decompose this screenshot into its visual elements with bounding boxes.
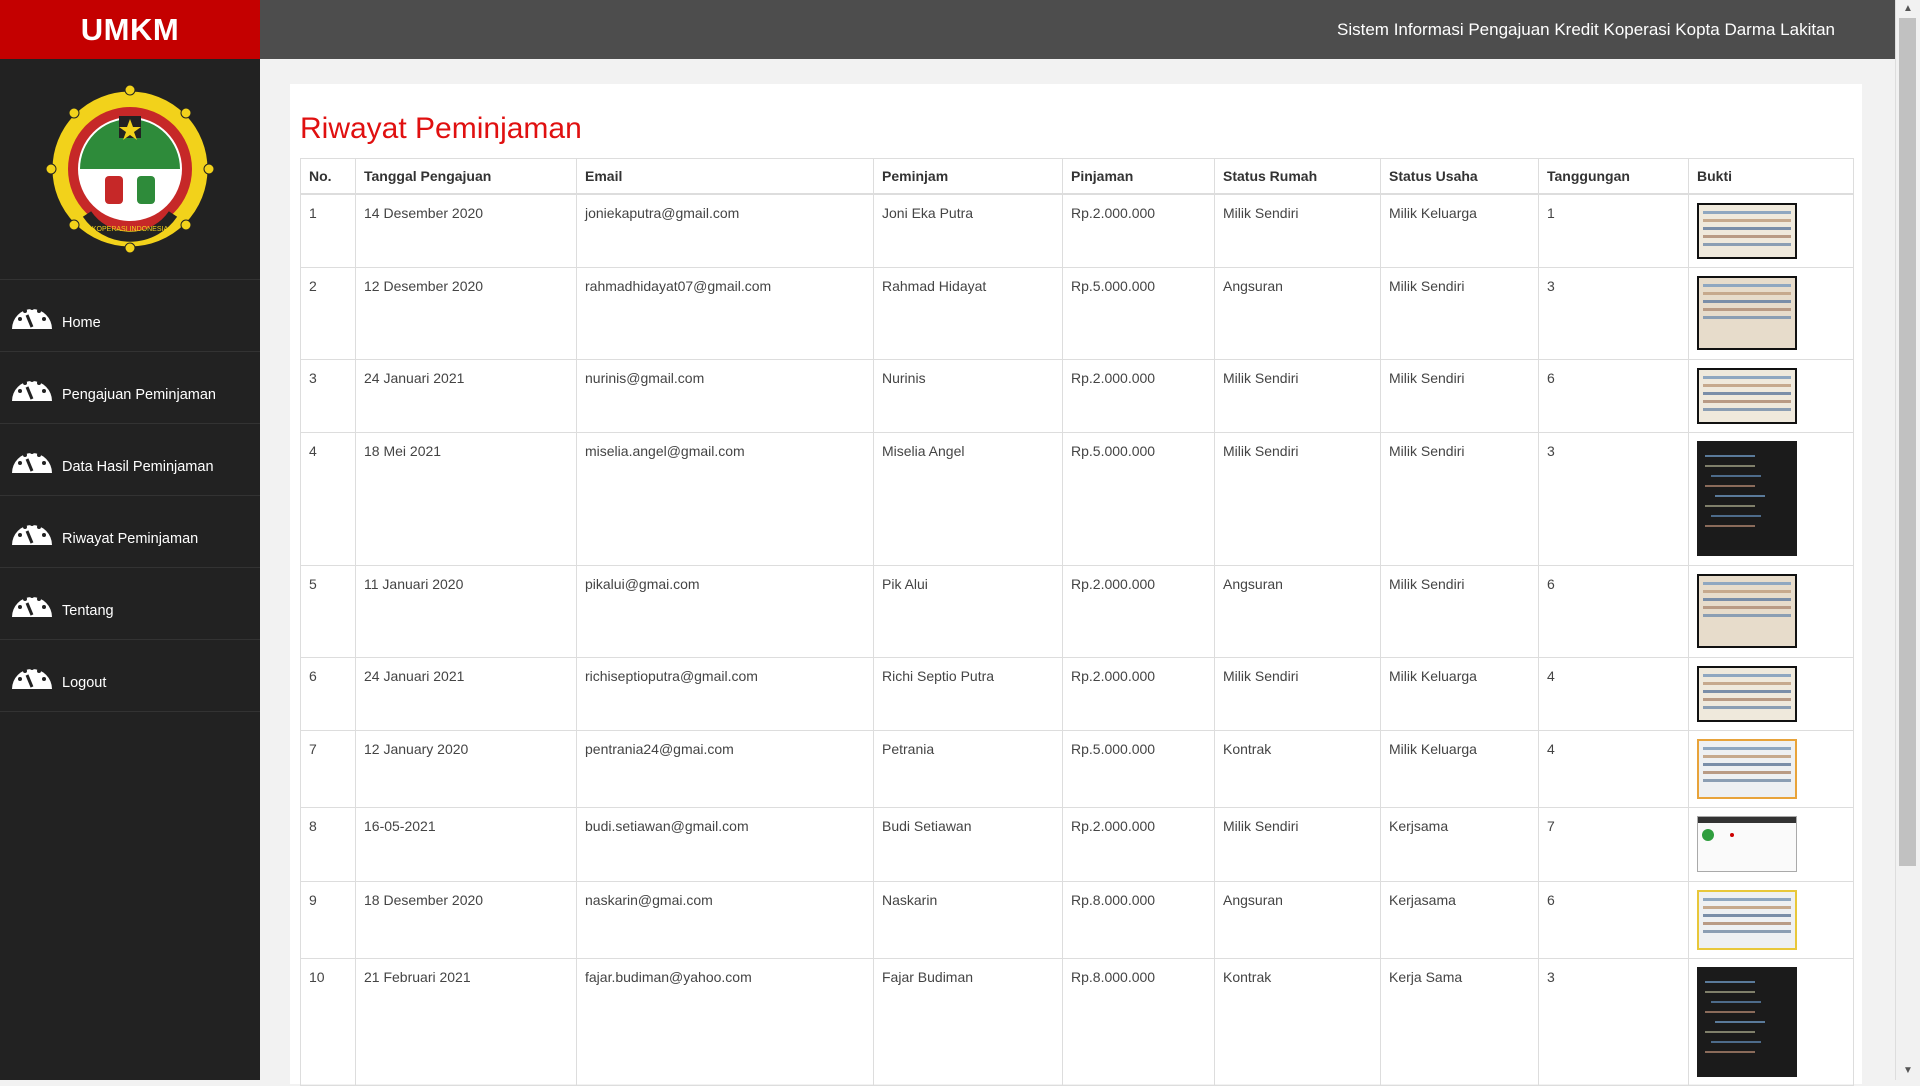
cell-no: 2 (301, 268, 356, 360)
cell-tanggungan: 7 (1539, 808, 1689, 882)
table-row (301, 433, 1854, 566)
bukti-image[interactable] (1697, 739, 1797, 799)
cell-status-rumah: Milik Sendiri (1215, 808, 1381, 882)
cell-no: 1 (301, 194, 356, 268)
bukti-image[interactable] (1697, 276, 1797, 350)
cell-status-usaha: Milik Keluarga (1381, 731, 1539, 808)
col-email: Email (577, 159, 874, 195)
logo-text: KOPERASI INDONESIA (91, 226, 169, 233)
cell-pinjaman: Rp.8.000.000 (1063, 882, 1215, 959)
table-row (301, 658, 1854, 731)
cell-status-rumah: Kontrak (1215, 731, 1381, 808)
nav-label: Tentang (62, 602, 114, 619)
gauge-icon (10, 443, 54, 477)
nav-pengajuan-peminjaman[interactable] (0, 352, 260, 424)
cell-peminjam: Fajar Budiman (874, 959, 1063, 1086)
table-row (301, 566, 1854, 658)
cell-no: 6 (301, 658, 356, 731)
nav-label: Pengajuan Peminjaman (62, 386, 216, 403)
cell-peminjam: Pik Alui (874, 566, 1063, 658)
cell-tanggal: 21 Februari 2021 (356, 959, 577, 1086)
cell-status-rumah: Milik Sendiri (1215, 194, 1381, 268)
cell-no: 5 (301, 566, 356, 658)
cell-tanggungan: 6 (1539, 566, 1689, 658)
table-row (301, 731, 1854, 808)
cell-tanggungan: 4 (1539, 658, 1689, 731)
nav-tentang[interactable] (0, 568, 260, 640)
cell-pinjaman: Rp.2.000.000 (1063, 566, 1215, 658)
cell-tanggal: 14 Desember 2020 (356, 194, 577, 268)
cell-no: 3 (301, 360, 356, 433)
cell-tanggungan: 3 (1539, 959, 1689, 1086)
col-peminjam: Peminjam (874, 159, 1063, 195)
table-header-row (301, 159, 1854, 195)
nav-logout[interactable] (0, 640, 260, 712)
nav-home[interactable] (0, 280, 260, 352)
cell-tanggal: 12 January 2020 (356, 731, 577, 808)
col-no: No. (301, 159, 356, 195)
cell-pinjaman: Rp.2.000.000 (1063, 808, 1215, 882)
bukti-image[interactable] (1697, 203, 1797, 259)
bukti-image[interactable] (1697, 574, 1797, 648)
cell-status-rumah: Angsuran (1215, 882, 1381, 959)
cell-email: joniekaputra@gmail.com (577, 194, 874, 268)
nav-label: Data Hasil Peminjaman (62, 458, 214, 475)
table-row (301, 268, 1854, 360)
nav-label: Home (62, 314, 101, 331)
cell-pinjaman: Rp.8.000.000 (1063, 959, 1215, 1086)
cell-no: 8 (301, 808, 356, 882)
cell-pinjaman: Rp.2.000.000 (1063, 194, 1215, 268)
cell-pinjaman: Rp.5.000.000 (1063, 433, 1215, 566)
cell-peminjam: Nurinis (874, 360, 1063, 433)
loan-history-table (300, 158, 1854, 1086)
cell-tanggungan: 1 (1539, 194, 1689, 268)
cell-pinjaman: Rp.2.000.000 (1063, 360, 1215, 433)
cell-tanggungan: 4 (1539, 731, 1689, 808)
gauge-icon (10, 515, 54, 549)
gauge-icon (10, 371, 54, 405)
cell-no: 9 (301, 882, 356, 959)
cell-tanggal: 24 Januari 2021 (356, 360, 577, 433)
scrollbar-thumb[interactable] (1899, 18, 1916, 866)
cell-tanggungan: 6 (1539, 882, 1689, 959)
brand-title: UMKM (0, 0, 260, 59)
koperasi-logo (0, 59, 260, 280)
cell-peminjam: Petrania (874, 731, 1063, 808)
cell-no: 10 (301, 959, 356, 1086)
cell-pinjaman: Rp.5.000.000 (1063, 731, 1215, 808)
table-row (301, 882, 1854, 959)
cell-status-usaha: Milik Sendiri (1381, 566, 1539, 658)
cell-peminjam: Joni Eka Putra (874, 194, 1063, 268)
cell-tanggal: 12 Desember 2020 (356, 268, 577, 360)
cell-status-usaha: Milik Sendiri (1381, 433, 1539, 566)
gauge-icon (10, 299, 54, 333)
nav-data-hasil-peminjaman[interactable] (0, 424, 260, 496)
bukti-image[interactable] (1697, 666, 1797, 722)
cell-status-usaha: Milik Keluarga (1381, 658, 1539, 731)
scroll-up-arrow-icon[interactable]: ▲ (1903, 3, 1913, 14)
table-row (301, 360, 1854, 433)
cell-pinjaman: Rp.5.000.000 (1063, 268, 1215, 360)
cell-status-rumah: Angsuran (1215, 268, 1381, 360)
system-title: Sistem Informasi Pengajuan Kredit Koperasi Kopta Darma Lakitan (1337, 19, 1835, 39)
bukti-image[interactable] (1697, 967, 1797, 1077)
cell-peminjam: Budi Setiawan (874, 808, 1063, 882)
gauge-icon (10, 659, 54, 693)
cell-status-rumah: Milik Sendiri (1215, 433, 1381, 566)
col-tanggal: Tanggal Pengajuan (356, 159, 577, 195)
cell-status-rumah: Milik Sendiri (1215, 658, 1381, 731)
cell-peminjam: Richi Septio Putra (874, 658, 1063, 731)
cell-peminjam: Miselia Angel (874, 433, 1063, 566)
nav-riwayat-peminjaman[interactable] (0, 496, 260, 568)
bukti-image[interactable] (1697, 441, 1797, 556)
sidebar (0, 0, 260, 1080)
col-bukti: Bukti (1689, 159, 1854, 195)
cell-email: naskarin@gmai.com (577, 882, 874, 959)
cell-tanggungan: 3 (1539, 268, 1689, 360)
cell-peminjam: Naskarin (874, 882, 1063, 959)
cell-tanggal: 24 Januari 2021 (356, 658, 577, 731)
top-bar (260, 0, 1895, 59)
gauge-icon (10, 587, 54, 621)
cell-status-usaha: Kerjsama (1381, 808, 1539, 882)
cell-status-usaha: Milik Sendiri (1381, 268, 1539, 360)
nav-label: Logout (62, 674, 107, 691)
cell-status-rumah: Angsuran (1215, 566, 1381, 658)
table-row (301, 808, 1854, 882)
bukti-image[interactable] (1697, 890, 1797, 950)
cell-email: richiseptioputra@gmail.com (577, 658, 874, 731)
content-panel (290, 84, 1862, 1084)
cell-tanggal: 18 Desember 2020 (356, 882, 577, 959)
bukti-image[interactable] (1697, 368, 1797, 424)
cell-no: 7 (301, 731, 356, 808)
scroll-down-arrow-icon[interactable]: ▼ (1903, 1065, 1913, 1076)
cell-no: 4 (301, 433, 356, 566)
cell-tanggal: 11 Januari 2020 (356, 566, 577, 658)
col-status-usaha: Status Usaha (1381, 159, 1539, 195)
col-tanggungan: Tanggungan (1539, 159, 1689, 195)
cell-email: miselia.angel@gmail.com (577, 433, 874, 566)
cell-email: budi.setiawan@gmail.com (577, 808, 874, 882)
cell-email: fajar.budiman@yahoo.com (577, 959, 874, 1086)
table-row (301, 959, 1854, 1086)
cell-status-rumah: Kontrak (1215, 959, 1381, 1086)
cell-email: pentrania24@gmai.com (577, 731, 874, 808)
cell-email: rahmadhidayat07@gmail.com (577, 268, 874, 360)
nav-label: Riwayat Peminjaman (62, 530, 199, 547)
cell-status-rumah: Milik Sendiri (1215, 360, 1381, 433)
cell-status-usaha: Milik Keluarga (1381, 194, 1539, 268)
page-title: Riwayat Peminjaman (300, 112, 582, 145)
cell-peminjam: Rahmad Hidayat (874, 268, 1063, 360)
cell-tanggungan: 6 (1539, 360, 1689, 433)
cell-status-usaha: Kerjasama (1381, 882, 1539, 959)
col-pinjaman: Pinjaman (1063, 159, 1215, 195)
cell-email: nurinis@gmail.com (577, 360, 874, 433)
table-row (301, 194, 1854, 268)
cell-tanggal: 18 Mei 2021 (356, 433, 577, 566)
cell-status-usaha: Kerja Sama (1381, 959, 1539, 1086)
cell-tanggal: 16-05-2021 (356, 808, 577, 882)
cell-email: pikalui@gmai.com (577, 566, 874, 658)
col-status-rumah: Status Rumah (1215, 159, 1381, 195)
bukti-image[interactable] (1697, 816, 1797, 872)
page-scrollbar[interactable] (1895, 0, 1920, 1080)
cell-status-usaha: Milik Sendiri (1381, 360, 1539, 433)
cell-tanggungan: 3 (1539, 433, 1689, 566)
cell-pinjaman: Rp.2.000.000 (1063, 658, 1215, 731)
